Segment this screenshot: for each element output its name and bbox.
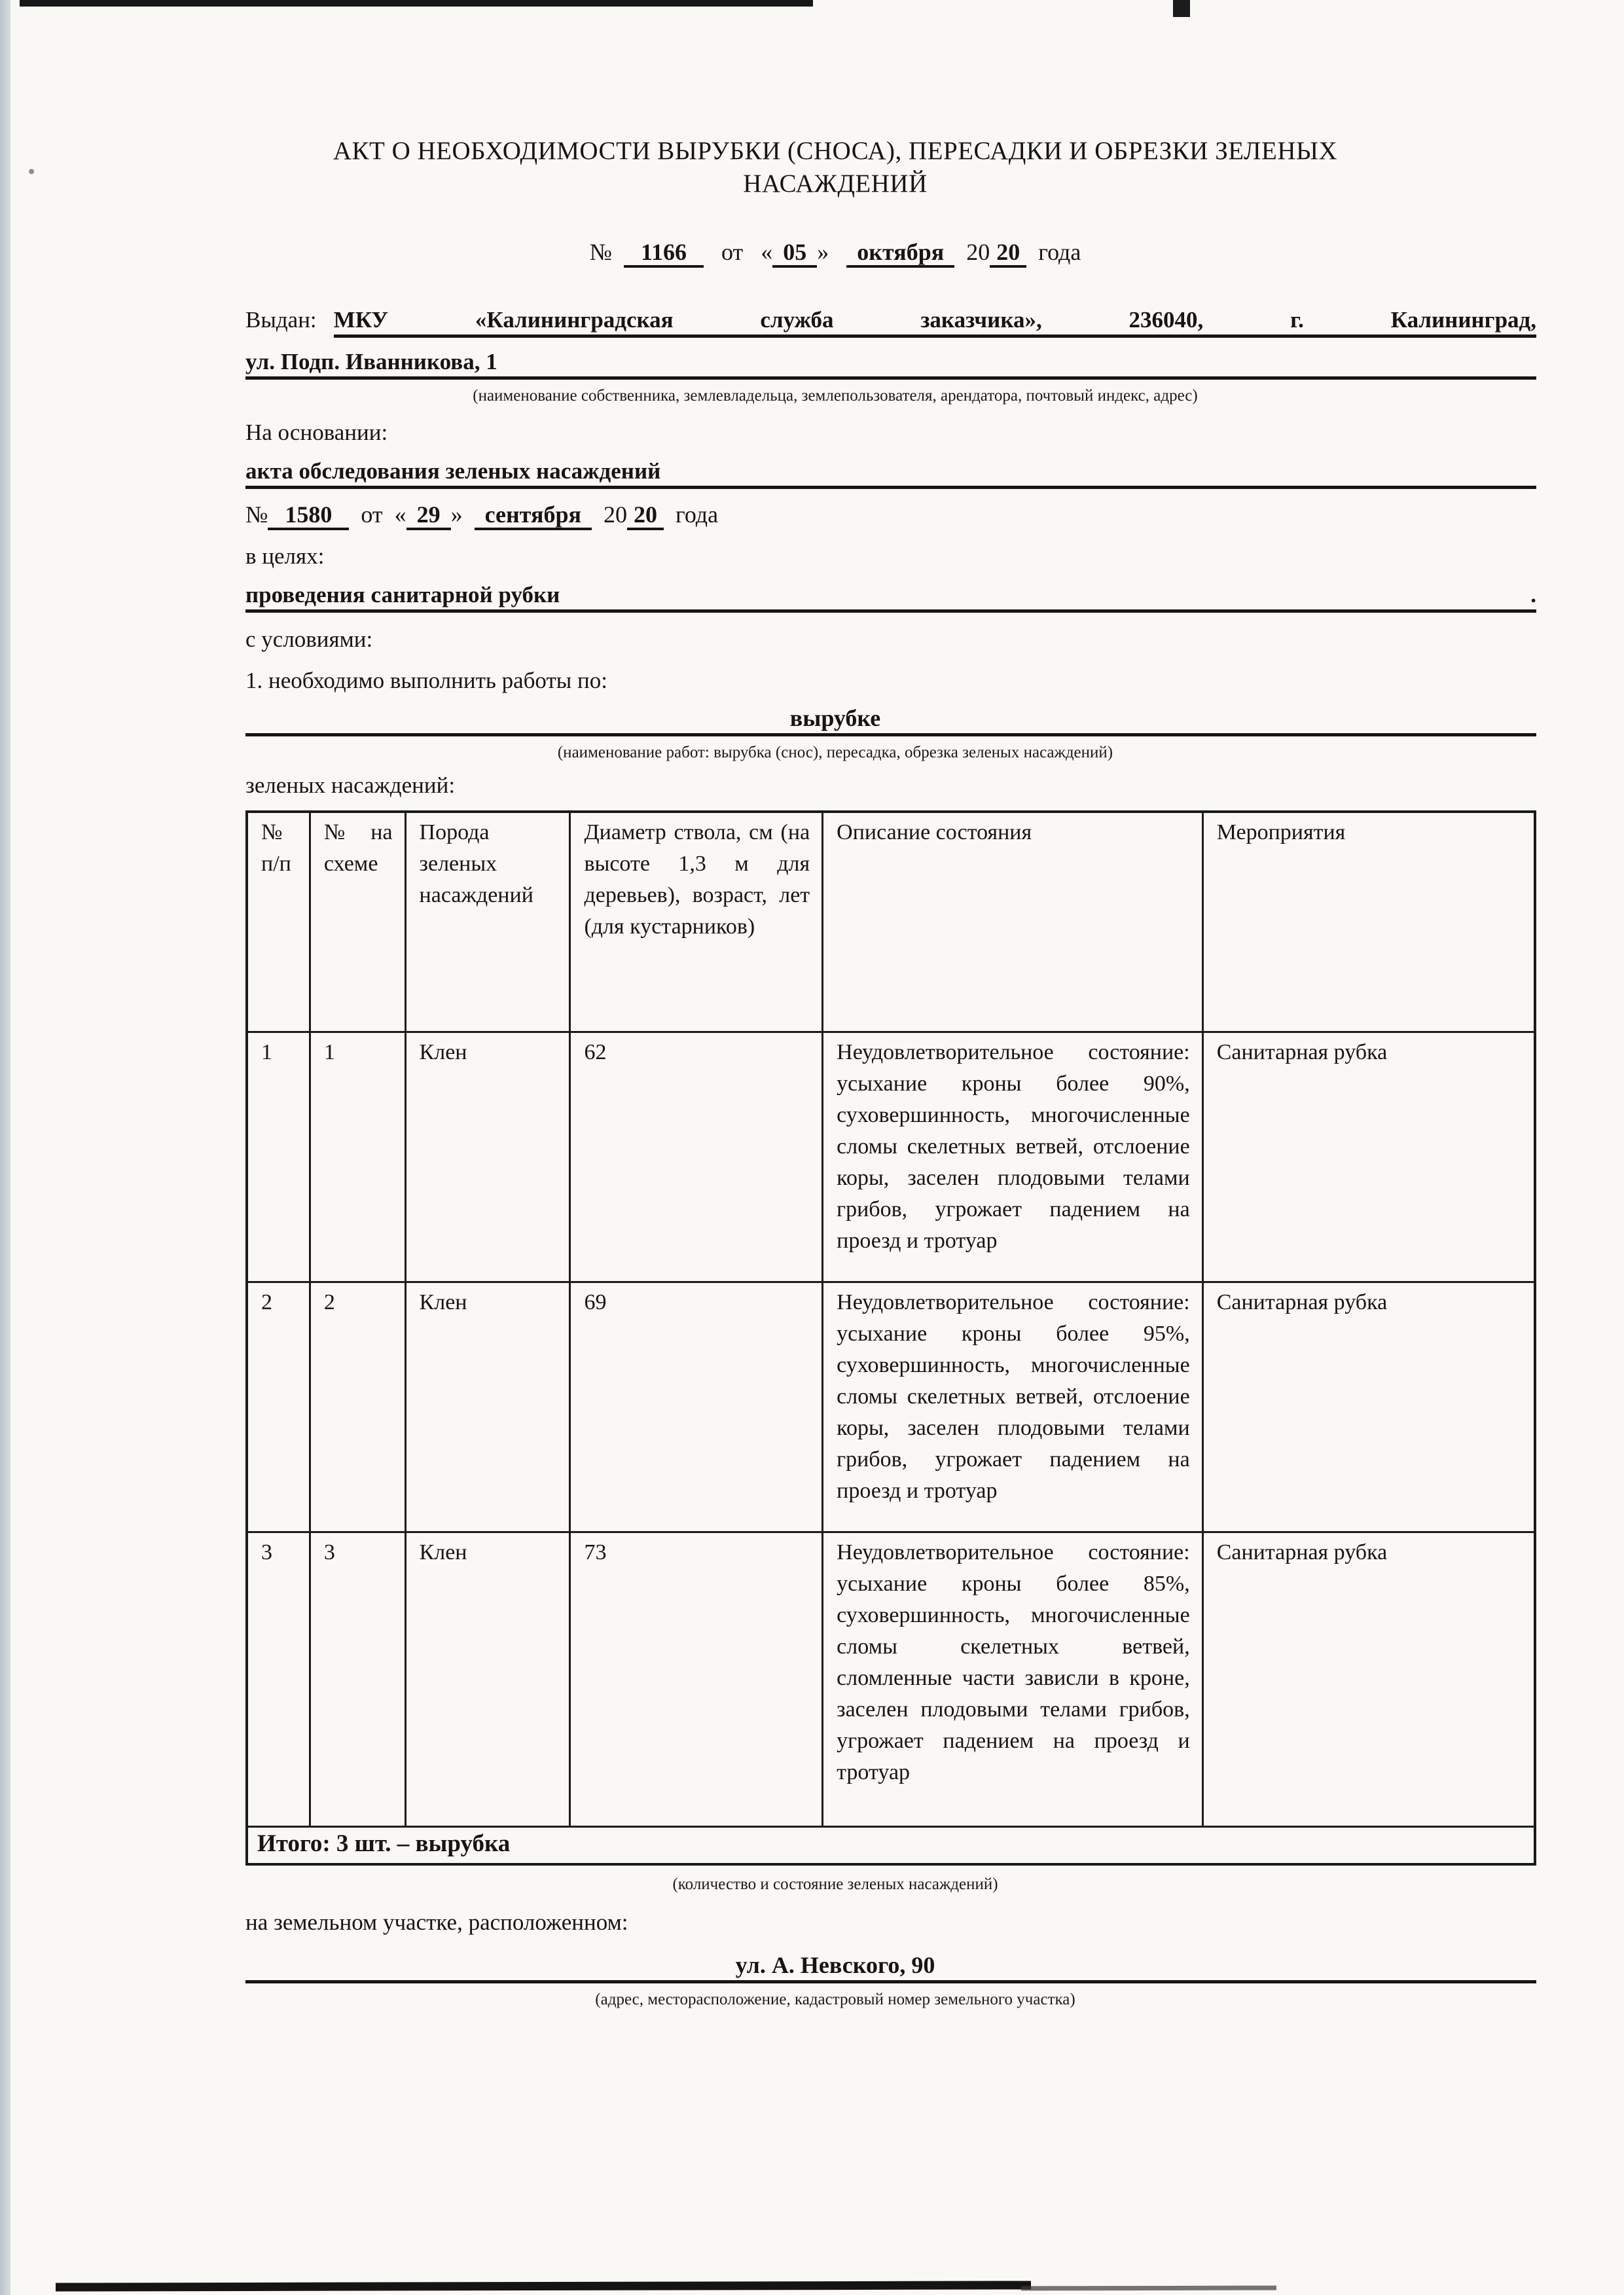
table-row <box>247 1532 1535 1826</box>
conditions-label: с условиями: <box>245 626 373 652</box>
row-species: Клен <box>405 1032 570 1282</box>
plantings-table <box>245 810 1536 1866</box>
row-condition: Неудовлетворительное состояние: усыхание кроны более 95%, суховершинность, многочисленные сломы скелетных ветвей, отслоение коры, заселен плодовыми телами грибов, угрожает падением на проезд и тротуар <box>823 1282 1203 1532</box>
purpose-label: в целях: <box>245 543 325 569</box>
issued-to-line <box>245 305 1536 338</box>
basis-number-value: 1580 <box>268 501 349 530</box>
issued-to-label: Выдан: <box>245 307 317 333</box>
issued-to-value-line2: ул. Подп. Иванникова, 1 <box>245 347 1536 380</box>
col-header-scheme: № на схеме <box>310 812 405 1032</box>
table-total-value: Итого: 3 шт. – вырубка <box>247 1826 1535 1864</box>
row-diameter: 62 <box>570 1032 823 1282</box>
row-diameter: 73 <box>570 1532 823 1826</box>
scan-bottom-black-strip <box>56 2281 1031 2291</box>
purpose-trailing-dot: . <box>1530 582 1536 607</box>
row-num: 3 <box>247 1532 310 1826</box>
location-caption: (адрес, месторасположение, кадастровый номер земельного участка) <box>595 1991 1075 2008</box>
doc-number-line <box>245 237 1536 267</box>
location-intro: на земельном участке, расположенном: <box>245 1909 628 1935</box>
basis-century: 20 <box>603 501 627 528</box>
basis-number-sign: № <box>245 501 268 528</box>
table-row <box>247 1282 1535 1532</box>
scan-speck <box>29 169 34 174</box>
row-scheme: 2 <box>310 1282 405 1532</box>
act-document <box>245 0 1536 2010</box>
purpose-value: проведения санитарной рубки <box>245 582 560 607</box>
basis-year-label: года <box>675 501 719 528</box>
basis-year-value: 20 <box>627 501 664 530</box>
row-diameter: 69 <box>570 1282 823 1532</box>
quote-close: » <box>817 239 829 265</box>
table-caption: (количество и состояние зеленых насаждений) <box>672 1875 998 1893</box>
act-month-value: октября <box>846 239 954 268</box>
table-header-row <box>247 812 1535 1032</box>
scan-left-edge-shadow <box>0 0 10 2295</box>
row-species: Клен <box>405 1282 570 1532</box>
row-num: 1 <box>247 1032 310 1282</box>
col-header-action: Мероприятия <box>1202 812 1535 1032</box>
row-action: Санитарная рубка <box>1202 1532 1535 1826</box>
plantings-subject: зеленых насаждений: <box>245 772 456 798</box>
row-num: 2 <box>247 1282 310 1532</box>
document-title-line2: НАСАЖДЕНИЙ <box>743 170 928 198</box>
basis-quote-open: « <box>394 501 406 528</box>
basis-quote-close: » <box>450 501 463 528</box>
row-species: Клен <box>405 1532 570 1826</box>
row-action: Санитарная рубка <box>1202 1032 1535 1282</box>
basis-number-line <box>245 499 1536 530</box>
act-day-value: 05 <box>772 239 817 268</box>
basis-from-label: от <box>361 501 383 528</box>
act-number-value: 1166 <box>624 239 704 268</box>
col-header-num: № п/п <box>247 812 310 1032</box>
location-address-value: ул. А. Невского, 90 <box>245 1950 1536 1983</box>
act-year-value: 20 <box>990 239 1026 268</box>
col-header-condition: Описание состояния <box>823 812 1203 1032</box>
from-label: от <box>721 239 744 265</box>
work-item-1: 1. необходимо выполнить работы по: <box>245 668 607 693</box>
table-total-row <box>247 1826 1535 1864</box>
basis-day-value: 29 <box>406 501 451 530</box>
scan-bottom-black-strip-faint <box>1021 2286 1276 2291</box>
basis-value: акта обследования зеленых насаждений <box>245 456 1536 489</box>
work-type-caption: (наименование работ: вырубка (снос), пересадка, обрезка зеленых насаждений) <box>557 744 1113 761</box>
col-header-diameter: Диаметр ствола, см (на высоте 1,3 м для деревьев), возраст, лет (для кустарников) <box>570 812 823 1032</box>
purpose-line <box>245 580 1536 613</box>
row-condition: Неудовлетворительное состояние: усыхание кроны более 85%, суховершинность, многочисленные сломы скелетных ветвей, сломленные части зависли в кроне, заселен плодовыми телами грибов, угрожает падением на проезд и тротуар <box>823 1532 1203 1826</box>
basis-month-value: сентября <box>475 501 592 530</box>
basis-label: На основании: <box>245 420 388 445</box>
table-row <box>247 1032 1535 1282</box>
act-century: 20 <box>966 239 990 265</box>
row-scheme: 1 <box>310 1032 405 1282</box>
row-condition: Неудовлетворительное состояние: усыхание кроны более 90%, суховершинность, многочисленные сломы скелетных ветвей, отслоение коры, заселен плодовыми телами грибов, угрожает падением на проезд и тротуар <box>823 1032 1203 1282</box>
document-title <box>245 135 1536 200</box>
row-scheme: 3 <box>310 1532 405 1826</box>
year-label: года <box>1038 239 1081 265</box>
col-header-species: Порода зеленых насаждений <box>405 812 570 1032</box>
quote-open: « <box>761 239 773 265</box>
row-action: Санитарная рубка <box>1202 1282 1535 1532</box>
issued-to-caption: (наименование собственника, землевладельца, землепользователя, арендатора, почтовый индекс, адрес) <box>473 387 1198 405</box>
document-title-line1: АКТ О НЕОБХОДИМОСТИ ВЫРУБКИ (СНОСА), ПЕРЕСАДКИ И ОБРЕЗКИ ЗЕЛЕНЫХ <box>333 137 1338 165</box>
issued-to-value-line1: МКУ «Калининградская служба заказчика», 236040, г. Калининград, <box>334 305 1536 338</box>
number-sign: № <box>589 239 612 265</box>
work-type-value: вырубке <box>245 703 1536 736</box>
